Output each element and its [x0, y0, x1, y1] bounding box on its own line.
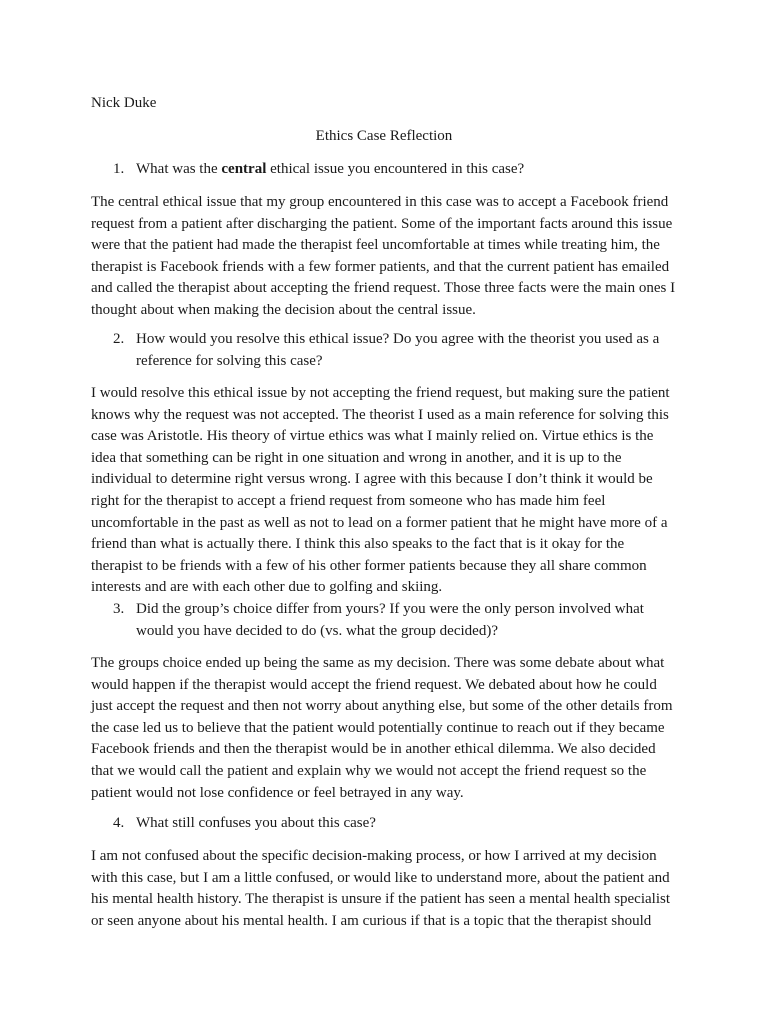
- paragraph-line: that we would call the patient and explain why we would not accept the friend request so the: [91, 762, 647, 779]
- paragraph-line: with this case, but I am a little confused, or would like to understand more, about the patient and: [91, 869, 670, 886]
- paragraph-line: The central ethical issue that my group encountered in this case was to accept a Facebook friend: [91, 194, 669, 210]
- question-line: What still confuses you about this case?: [136, 815, 376, 831]
- paragraph-line: uncomfortable in the past as well as not to lead on a former patient that he might have more of a: [91, 514, 668, 531]
- paragraph-line: request from a patient after discharging the patient. Some of the important facts around this issue: [91, 215, 673, 232]
- paragraph-line: were that the patient had made the therapist feel uncomfortable at times while treating him, the: [91, 237, 660, 254]
- paragraph-line: knows why the request was not accepted. The theorist I used as a main reference for solving this: [91, 406, 669, 423]
- paragraph-line: idea that something can be right in one situation and wrong in another, and it is up to the: [91, 449, 622, 466]
- paragraph-line: would happen if the therapist would accept the friend request. We debated about how he could: [91, 676, 657, 693]
- paragraph-line: or seen anyone about his mental health. I am curious if that is a topic that the therapist should: [91, 912, 652, 929]
- paragraph-line: patient would not lose confidence or feel betrayed in any way.: [91, 784, 464, 801]
- answer-3-paragraph: [91, 653, 671, 804]
- paragraph-line: thought about when making the decision about the central issue.: [91, 301, 476, 318]
- question-number: 3.: [113, 601, 125, 617]
- paragraph-line: the case led us to believe that the patient would potentially continue to reach out if they became: [91, 719, 665, 736]
- question-text: [136, 812, 673, 834]
- question-text: [136, 598, 673, 642]
- paragraph-line: friend than what is actually there. I think this also speaks to the fact that is it okay for the: [91, 536, 625, 553]
- paragraph-line: therapist to be friends with a few of his other former patients because they all share common: [91, 557, 647, 574]
- question-4: [113, 812, 673, 834]
- paragraph-line: Facebook friends and then the therapist would be in another ethical dilemma. We also decided: [91, 741, 656, 758]
- question-line: reference for solving this case?: [136, 353, 323, 369]
- paragraph-line: case was Aristotle. His theory of virtue ethics was what I mainly relied on. Virtue ethics is the: [91, 428, 654, 445]
- question-emphasis: central: [221, 161, 267, 177]
- paragraph-line: just accept the request and then not worry about anything else, but some of the other details from: [91, 698, 673, 715]
- question-text-part: What was the: [136, 161, 222, 177]
- question-line: would you have decided to do (vs. what the group decided)?: [136, 623, 498, 639]
- question-line: How would you resolve this ethical issue? Do you agree with the theorist you used as a: [136, 331, 660, 347]
- answer-1-paragraph: [91, 192, 676, 322]
- author-name: Nick Duke: [91, 95, 157, 111]
- question-line: Did the group’s choice differ from yours? If you were the only person involved what: [136, 601, 644, 617]
- paragraph-line: his mental health history. The therapist is unsure if the patient has seen a mental health specialist: [91, 891, 671, 908]
- question-number: 4.: [113, 815, 125, 831]
- paragraph-line: I am not confused about the specific decision-making process, or how I arrived at my decision: [91, 848, 657, 864]
- question-number: 1.: [113, 161, 125, 177]
- question-number: 2.: [113, 331, 125, 347]
- paragraph-line: interests and are with each other due to golfing and skiing.: [91, 579, 443, 596]
- paragraph-line: right for the therapist to accept a friend request from someone who has made him feel: [91, 492, 606, 509]
- paragraph-line: I would resolve this ethical issue by not accepting the friend request, but making sure the patient: [91, 385, 670, 401]
- question-text: [136, 328, 673, 372]
- paragraph-line: The groups choice ended up being the same as my decision. There was some debate about what: [91, 655, 665, 671]
- question-text: [136, 158, 673, 180]
- question-1: [113, 158, 673, 180]
- document-title: Ethics Case Reflection: [315, 128, 453, 144]
- paragraph-line: individual to determine right versus wrong. I agree with this because I don’t think it would be: [91, 471, 653, 488]
- question-2: [113, 328, 673, 372]
- answer-4-paragraph: [91, 846, 671, 932]
- answer-2-paragraph: [91, 383, 671, 599]
- paragraph-line: therapist is Facebook friends with a few former patients, and that the current patient has emailed: [91, 258, 670, 275]
- paragraph-line: and called the therapist about accepting the friend request. Those three facts were the main ones I: [91, 280, 676, 297]
- question-3: [113, 598, 673, 642]
- question-text-part: ethical issue you encountered in this case?: [266, 161, 525, 177]
